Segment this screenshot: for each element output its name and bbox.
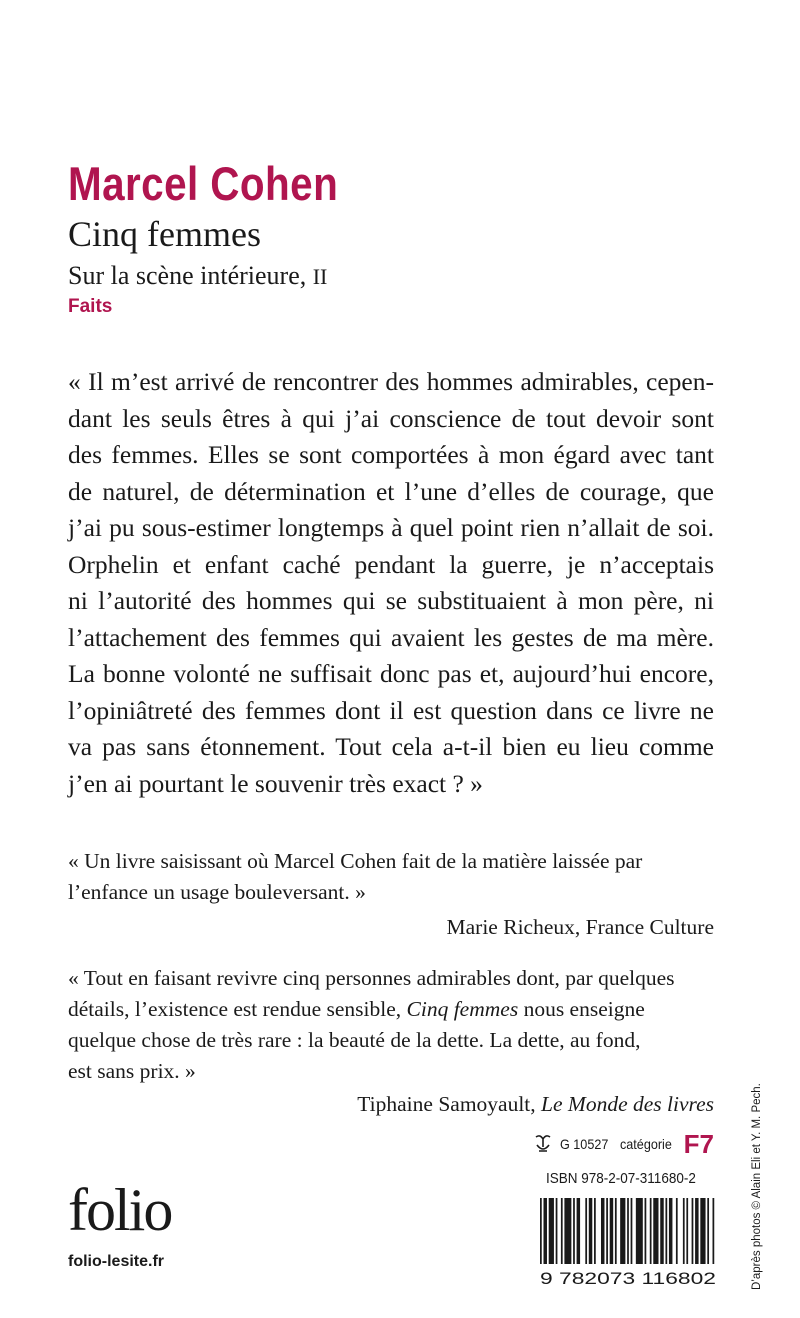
book-subtitle	[68, 261, 327, 291]
quote-author: Tiphaine Samoyault,	[357, 1092, 536, 1116]
barcode-bar	[692, 1198, 694, 1264]
blurb-line: j’en ai pourtant le souvenir très exact ? »	[68, 768, 483, 798]
category-label: catégorie	[619, 1136, 672, 1152]
blurb-line: j’ai pu sous-estimer longtemps à quel point rien n’allait de soi.	[68, 513, 714, 542]
collection-label: Faits	[68, 296, 113, 317]
quote-line: « Tout en faisant revivre cinq personnes admirables dont, par quelques	[68, 966, 675, 990]
back-cover-blurb	[68, 364, 714, 802]
barcode-bar	[543, 1198, 546, 1264]
barcode-bar	[627, 1198, 629, 1264]
barcode-bar	[601, 1198, 604, 1264]
quote-attribution	[68, 1089, 714, 1120]
press-quote-2	[68, 963, 714, 1120]
barcode-bar	[540, 1198, 542, 1264]
barcode-bar	[606, 1198, 608, 1264]
blurb-line: de naturel, de détermination et l’une d’elles de courage, que	[68, 476, 714, 506]
barcode-bar	[549, 1198, 554, 1264]
quote-attribution: Marie Richeux, France Culture	[446, 915, 714, 939]
catalog-code: G 10527	[560, 1136, 609, 1152]
quote-text: nous enseigne	[523, 997, 645, 1021]
folio-logo: folio	[68, 1177, 172, 1243]
barcode-bar	[594, 1198, 596, 1264]
blurb-line: ni l’autorité des hommes qui se substituaient à mon père, ni	[68, 586, 714, 615]
barcode-bar	[713, 1198, 715, 1264]
subtitle-text: Sur la scène intérieure,	[68, 261, 307, 290]
blurb-line: des femmes. Elles se sont comportées à mon égard avec tant	[68, 440, 714, 469]
barcode-bar	[660, 1198, 663, 1264]
barcode-bar	[636, 1198, 643, 1264]
barcode-bar	[573, 1198, 575, 1264]
book-title: Cinq femmes	[68, 214, 261, 254]
barcode-bar	[620, 1198, 625, 1264]
press-quote-1	[68, 846, 714, 943]
barcode-bar	[577, 1198, 580, 1264]
catalog-codes	[532, 1128, 714, 1160]
blurb-line: La bonne volonté ne suffisait donc pas et, aujourd’hui encore,	[68, 659, 714, 688]
barcode-bar	[585, 1198, 587, 1264]
isbn: ISBN 978-2-07-311680-2	[546, 1170, 696, 1187]
barcode-bar	[700, 1198, 705, 1264]
website-link[interactable]: folio-lesite.fr	[68, 1253, 165, 1270]
barcode-bar	[556, 1198, 558, 1264]
quote-source: Le Monde des livres	[541, 1092, 714, 1116]
barcode-digits: 9 782073 116802	[540, 1269, 716, 1286]
category-code: F7	[683, 1128, 714, 1159]
barcode-bar	[707, 1198, 709, 1264]
quote-book-title: Cinq femmes	[406, 997, 519, 1021]
barcode	[540, 1198, 716, 1286]
barcode-bar	[683, 1198, 685, 1264]
barcode-bar	[665, 1198, 667, 1264]
subtitle-volume: II	[312, 264, 328, 289]
blurb-line: dant les seuls êtres à qui j’ai conscience de tout devoir sont	[68, 403, 714, 433]
blurb-line: va pas sans étonnement. Tout cela a-t-il bien eu lieu comme	[68, 732, 714, 761]
barcode-bar	[561, 1198, 563, 1264]
barcode-bar	[676, 1198, 678, 1264]
barcode-bar	[564, 1198, 571, 1264]
barcode-bar	[653, 1198, 658, 1264]
quote-line: quelque chose de très rare : la beauté de la dette. La dette, au fond,	[68, 1028, 641, 1052]
barcode-bar	[645, 1198, 647, 1264]
author-name: Marcel Cohen	[68, 157, 339, 210]
quote-line: est sans prix. »	[68, 1059, 196, 1083]
quote-line: l’enfance un usage bouleversant. »	[68, 880, 366, 904]
folio-g-icon	[532, 1133, 554, 1155]
barcode-bar	[631, 1198, 633, 1264]
barcode-bar	[589, 1198, 592, 1264]
barcode-bar	[686, 1198, 688, 1264]
blurb-line: l’opiniâtreté des femmes dont il est question dans ce livre ne	[68, 695, 714, 725]
barcode-bars	[540, 1198, 714, 1264]
code-row	[532, 1128, 714, 1160]
barcode-bar	[650, 1198, 652, 1264]
barcode-bar	[669, 1198, 672, 1264]
quote-line: « Un livre saisissant où Marcel Cohen fait de la matière laissée par	[68, 849, 643, 873]
photo-credit: D’après photos © Alain Eli et Y. M. Pech.	[751, 1083, 763, 1290]
blurb-line: l’attachement des femmes qui avaient les gestes de ma mère.	[68, 622, 714, 652]
quote-text: détails, l’existence est rendue sensible,	[68, 997, 402, 1021]
barcode-bar	[615, 1198, 617, 1264]
barcode-bar	[610, 1198, 613, 1264]
blurb-line: Orphelin et enfant caché pendant la guerre, je n’acceptais	[68, 549, 714, 579]
barcode-bar	[695, 1198, 698, 1264]
quote-line	[68, 994, 714, 1025]
blurb-line: « Il m’est arrivé de rencontrer des hommes admirables, cepen-	[68, 367, 714, 396]
